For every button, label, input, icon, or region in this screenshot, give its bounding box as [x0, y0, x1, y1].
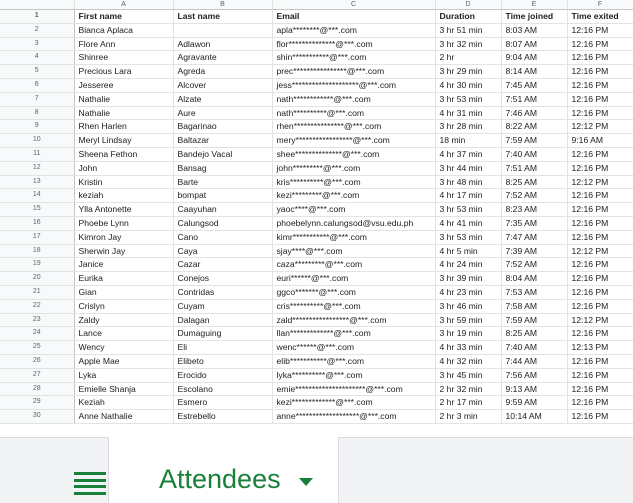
select-all-corner[interactable]	[0, 0, 74, 10]
table-cell[interactable]: john*********@***.com	[272, 161, 435, 175]
table-cell[interactable]: Bianca Aplaca	[74, 23, 173, 37]
table-cell[interactable]: 7:39 AM	[501, 244, 567, 258]
table-cell[interactable]: Bandejo Vacal	[173, 147, 272, 161]
row-number[interactable]: 21	[0, 285, 74, 299]
table-cell[interactable]: John	[74, 161, 173, 175]
column-header[interactable]: C	[272, 0, 435, 10]
column-header[interactable]: E	[501, 0, 567, 10]
column-header[interactable]: F	[567, 0, 633, 10]
table-cell[interactable]: Kristin	[74, 175, 173, 189]
row-number[interactable]: 23	[0, 313, 74, 327]
table-cell[interactable]: anne*******************@***.com	[272, 410, 435, 424]
table-cell[interactable]: Barte	[173, 175, 272, 189]
table-cell[interactable]: 7:35 AM	[501, 216, 567, 230]
row-number[interactable]: 25	[0, 341, 74, 355]
row-number[interactable]: 13	[0, 175, 74, 189]
row-number[interactable]: 24	[0, 327, 74, 341]
table-row	[0, 51, 633, 65]
row-number[interactable]: 9	[0, 120, 74, 134]
row-number[interactable]: 5	[0, 65, 74, 79]
table-cell[interactable]: 2 hr 17 min	[435, 396, 501, 410]
table-cell[interactable]: 2 hr 32 min	[435, 382, 501, 396]
table-row	[0, 216, 633, 230]
table-cell[interactable]: 4 hr 5 min	[435, 244, 501, 258]
table-cell[interactable]: 12:16 PM	[567, 65, 633, 79]
table-cell[interactable]: lyka**********@***.com	[272, 368, 435, 382]
table-cell[interactable]: 12:16 PM	[567, 161, 633, 175]
table-cell[interactable]: 7:45 AM	[501, 78, 567, 92]
table-cell[interactable]: 8:14 AM	[501, 65, 567, 79]
table-cell[interactable]: 4 hr 17 min	[435, 189, 501, 203]
table-cell[interactable]: 12:16 PM	[567, 258, 633, 272]
table-row	[0, 37, 633, 51]
table-cell[interactable]: 12:16 PM	[567, 410, 633, 424]
table-row	[0, 134, 633, 148]
row-number[interactable]: 1	[0, 10, 74, 24]
table-cell[interactable]: Rhen Harlen	[74, 120, 173, 134]
table-cell[interactable]: Estrebello	[173, 410, 272, 424]
table-cell[interactable]: shee**************@***.com	[272, 147, 435, 161]
table-cell[interactable]: 12:16 PM	[567, 396, 633, 410]
table-cell[interactable]: 8:04 AM	[501, 272, 567, 286]
table-header-row	[0, 10, 633, 24]
table-cell[interactable]: 3 hr 45 min	[435, 368, 501, 382]
table-cell[interactable]: 12:16 PM	[567, 272, 633, 286]
table-cell[interactable]: Crislyn	[74, 299, 173, 313]
table-cell[interactable]: 2 hr	[435, 51, 501, 65]
table-cell[interactable]: kris**********@***.com	[272, 175, 435, 189]
row-number[interactable]: 19	[0, 258, 74, 272]
row-number[interactable]: 11	[0, 147, 74, 161]
row-number[interactable]: 18	[0, 244, 74, 258]
row-number[interactable]: 16	[0, 216, 74, 230]
table-row	[0, 410, 633, 424]
table-cell[interactable]: llan*************@***.com	[272, 327, 435, 341]
table-cell[interactable]: 12:16 PM	[567, 147, 633, 161]
header-cell[interactable]: First name	[74, 10, 173, 24]
table-row	[0, 396, 633, 410]
table-cell[interactable]: 12:16 PM	[567, 92, 633, 106]
table-cell[interactable]: elib***********@***.com	[272, 354, 435, 368]
table-cell[interactable]: 3 hr 53 min	[435, 230, 501, 244]
table-cell[interactable]: Caya	[173, 244, 272, 258]
table-row	[0, 341, 633, 355]
table-row	[0, 382, 633, 396]
sheet-tab-bar	[0, 437, 633, 503]
column-header[interactable]: D	[435, 0, 501, 10]
table-cell[interactable]: 4 hr 37 min	[435, 147, 501, 161]
table-cell[interactable]: Cuyam	[173, 299, 272, 313]
table-row	[0, 244, 633, 258]
table-cell[interactable]: apla********@***.com	[272, 23, 435, 37]
table-cell[interactable]: 12:16 PM	[567, 23, 633, 37]
table-cell[interactable]: Meryl Lindsay	[74, 134, 173, 148]
table-row	[0, 354, 633, 368]
table-cell[interactable]: 7:51 AM	[501, 161, 567, 175]
table-cell[interactable]: Aure	[173, 106, 272, 120]
row-number[interactable]: 14	[0, 189, 74, 203]
table-cell[interactable]: rhen***************@***.com	[272, 120, 435, 134]
table-row	[0, 272, 633, 286]
column-header[interactable]: A	[74, 0, 173, 10]
table-cell[interactable]: 4 hr 33 min	[435, 341, 501, 355]
table-cell[interactable]: 7:40 AM	[501, 341, 567, 355]
table-cell[interactable]: Emielle Shanja	[74, 382, 173, 396]
table-cell[interactable]: Alcover	[173, 78, 272, 92]
table-cell[interactable]: 3 hr 28 min	[435, 120, 501, 134]
table-cell[interactable]: mery*****************@***.com	[272, 134, 435, 148]
table-cell[interactable]: sjay****@***.com	[272, 244, 435, 258]
table-cell[interactable]: flor**************@***.com	[272, 37, 435, 51]
row-number[interactable]: 17	[0, 230, 74, 244]
table-cell[interactable]: 12:12 PM	[567, 120, 633, 134]
table-cell[interactable]: 7:53 AM	[501, 285, 567, 299]
table-cell[interactable]: Cano	[173, 230, 272, 244]
table-cell[interactable]: 12:16 PM	[567, 106, 633, 120]
table-row	[0, 368, 633, 382]
sheet-tab-attendees[interactable]	[108, 437, 339, 503]
row-number[interactable]: 10	[0, 134, 74, 148]
table-cell[interactable]: 8:07 AM	[501, 37, 567, 51]
table-cell[interactable]: 3 hr 39 min	[435, 272, 501, 286]
table-cell[interactable]: ggco*******@***.com	[272, 285, 435, 299]
table-cell[interactable]: Calungsod	[173, 216, 272, 230]
table-cell[interactable]: 3 hr 44 min	[435, 161, 501, 175]
row-number[interactable]: 29	[0, 396, 74, 410]
table-cell[interactable]: Adlawon	[173, 37, 272, 51]
table-cell[interactable]: 10:14 AM	[501, 410, 567, 424]
table-cell[interactable]: 8:03 AM	[501, 23, 567, 37]
table-cell[interactable]: 7:59 AM	[501, 313, 567, 327]
table-cell[interactable]: Zaldy	[74, 313, 173, 327]
header-cell[interactable]: Duration	[435, 10, 501, 24]
table-cell[interactable]: zald*****************@***.com	[272, 313, 435, 327]
table-cell[interactable]: 9:59 AM	[501, 396, 567, 410]
table-cell[interactable]: Baltazar	[173, 134, 272, 148]
table-cell[interactable]: 12:16 PM	[567, 285, 633, 299]
table-cell[interactable]: Nathalie	[74, 92, 173, 106]
table-cell[interactable]: Dalagan	[173, 313, 272, 327]
column-header[interactable]: B	[173, 0, 272, 10]
header-cell[interactable]: Time exited	[567, 10, 633, 24]
table-cell[interactable]: 9:13 AM	[501, 382, 567, 396]
table-cell[interactable]: Bagarinao	[173, 120, 272, 134]
table-cell[interactable]: Conejos	[173, 272, 272, 286]
table-cell[interactable]: Elibeto	[173, 354, 272, 368]
table-cell[interactable]: nath**********@***.com	[272, 106, 435, 120]
table-cell[interactable]	[173, 23, 272, 37]
table-row	[0, 120, 633, 134]
header-cell[interactable]: Email	[272, 10, 435, 24]
table-cell[interactable]: 7:46 AM	[501, 106, 567, 120]
table-cell[interactable]: 3 hr 59 min	[435, 313, 501, 327]
table-cell[interactable]: 7:58 AM	[501, 299, 567, 313]
table-cell[interactable]: Agravante	[173, 51, 272, 65]
table-cell[interactable]: 7:47 AM	[501, 230, 567, 244]
table-cell[interactable]: 7:56 AM	[501, 368, 567, 382]
table-cell[interactable]: Esmero	[173, 396, 272, 410]
caret-down-icon[interactable]	[299, 478, 313, 486]
table-cell[interactable]: 4 hr 32 min	[435, 354, 501, 368]
table-cell[interactable]: kezi*************@***.com	[272, 396, 435, 410]
row-number[interactable]: 12	[0, 161, 74, 175]
row-number[interactable]: 3	[0, 37, 74, 51]
column-header-row	[0, 0, 633, 10]
table-cell[interactable]: yaoc****@***.com	[272, 203, 435, 217]
table-cell[interactable]: 9:04 AM	[501, 51, 567, 65]
table-cell[interactable]: 3 hr 48 min	[435, 175, 501, 189]
table-row	[0, 230, 633, 244]
table-cell[interactable]: shin***********@***.com	[272, 51, 435, 65]
table-cell[interactable]: 4 hr 30 min	[435, 78, 501, 92]
table-cell[interactable]: Lance	[74, 327, 173, 341]
row-number[interactable]: 22	[0, 299, 74, 313]
table-cell[interactable]: 12:12 PM	[567, 175, 633, 189]
table-row	[0, 258, 633, 272]
table-row	[0, 313, 633, 327]
table-cell[interactable]: Caayuhan	[173, 203, 272, 217]
table-cell[interactable]: Sherwin Jay	[74, 244, 173, 258]
table-cell[interactable]: Keziah	[74, 396, 173, 410]
table-row	[0, 161, 633, 175]
table-cell[interactable]: 12:16 PM	[567, 230, 633, 244]
row-number[interactable]: 6	[0, 78, 74, 92]
row-number[interactable]: 26	[0, 354, 74, 368]
table-cell[interactable]: phoebelynn.calungsod@vsu.edu.ph	[272, 216, 435, 230]
table-cell[interactable]: Kimron Jay	[74, 230, 173, 244]
table-cell[interactable]: 3 hr 53 min	[435, 203, 501, 217]
table-cell[interactable]: 7:40 AM	[501, 147, 567, 161]
table-cell[interactable]: emie*********************@***.com	[272, 382, 435, 396]
table-cell[interactable]: Gian	[74, 285, 173, 299]
table-cell[interactable]: Agreda	[173, 65, 272, 79]
table-cell[interactable]: wenc******@***.com	[272, 341, 435, 355]
table-row	[0, 203, 633, 217]
table-cell[interactable]: 4 hr 31 min	[435, 106, 501, 120]
table-cell[interactable]: 12:16 PM	[567, 216, 633, 230]
table-cell[interactable]: Alzate	[173, 92, 272, 106]
table-row	[0, 327, 633, 341]
table-row	[0, 189, 633, 203]
table-cell[interactable]: 3 hr 19 min	[435, 327, 501, 341]
table-cell[interactable]: 12:16 PM	[567, 354, 633, 368]
table-cell[interactable]: 12:16 PM	[567, 203, 633, 217]
table-cell[interactable]: 12:12 PM	[567, 313, 633, 327]
table-cell[interactable]: Nathalie	[74, 106, 173, 120]
table-cell[interactable]: Apple Mae	[74, 354, 173, 368]
table-cell[interactable]: 12:16 PM	[567, 78, 633, 92]
table-row	[0, 78, 633, 92]
table-cell[interactable]: Contridas	[173, 285, 272, 299]
table-cell[interactable]: 9:16 AM	[567, 134, 633, 148]
table-cell[interactable]: 7:51 AM	[501, 92, 567, 106]
sheet-tab-label: Attendees	[159, 464, 281, 494]
table-cell[interactable]: 7:52 AM	[501, 258, 567, 272]
table-cell[interactable]: 12:16 PM	[567, 37, 633, 51]
table-cell[interactable]: cris**********@***.com	[272, 299, 435, 313]
header-cell[interactable]: Time joined	[501, 10, 567, 24]
table-cell[interactable]: 8:22 AM	[501, 120, 567, 134]
header-cell[interactable]: Last name	[173, 10, 272, 24]
table-cell[interactable]: kimr***********@***.com	[272, 230, 435, 244]
table-cell[interactable]: 12:16 PM	[567, 51, 633, 65]
table-cell[interactable]: 4 hr 23 min	[435, 285, 501, 299]
row-number[interactable]: 7	[0, 92, 74, 106]
table-cell[interactable]: 12:13 PM	[567, 341, 633, 355]
table-row	[0, 92, 633, 106]
table-cell[interactable]: 12:16 PM	[567, 299, 633, 313]
table-row	[0, 299, 633, 313]
table-cell[interactable]: Anne Nathalie	[74, 410, 173, 424]
row-number[interactable]: 8	[0, 106, 74, 120]
table-cell[interactable]: 12:16 PM	[567, 368, 633, 382]
table-row	[0, 106, 633, 120]
table-cell[interactable]: Bansag	[173, 161, 272, 175]
table-cell[interactable]: 4 hr 24 min	[435, 258, 501, 272]
table-cell[interactable]: 7:44 AM	[501, 354, 567, 368]
table-cell[interactable]: keziah	[74, 189, 173, 203]
table-cell[interactable]: Phoebe Lynn	[74, 216, 173, 230]
row-number[interactable]: 15	[0, 203, 74, 217]
table-cell[interactable]: nath************@***.com	[272, 92, 435, 106]
table-row	[0, 175, 633, 189]
table-cell[interactable]: 18 min	[435, 134, 501, 148]
table-cell[interactable]: 8:25 AM	[501, 175, 567, 189]
row-number[interactable]: 20	[0, 272, 74, 286]
row-number[interactable]: 27	[0, 368, 74, 382]
table-cell[interactable]: Eli	[173, 341, 272, 355]
table-row	[0, 65, 633, 79]
table-cell[interactable]: Cazar	[173, 258, 272, 272]
table-cell[interactable]: 3 hr 29 min	[435, 65, 501, 79]
table-cell[interactable]: Eurika	[74, 272, 173, 286]
table-cell[interactable]: 3 hr 46 min	[435, 299, 501, 313]
table-cell[interactable]: kezi*********@***.com	[272, 189, 435, 203]
table-cell[interactable]: 12:16 PM	[567, 189, 633, 203]
table-cell[interactable]: 12:16 PM	[567, 327, 633, 341]
row-number[interactable]: 28	[0, 382, 74, 396]
table-cell[interactable]: Escolano	[173, 382, 272, 396]
table-cell[interactable]: Ylla Antonette	[74, 203, 173, 217]
table-cell[interactable]: 12:16 PM	[567, 382, 633, 396]
table-cell[interactable]: caza*********@***.com	[272, 258, 435, 272]
table-cell[interactable]: Lyka	[74, 368, 173, 382]
table-cell[interactable]: Shinree	[74, 51, 173, 65]
table-cell[interactable]: 7:52 AM	[501, 189, 567, 203]
table-cell[interactable]: Wency	[74, 341, 173, 355]
row-number[interactable]: 30	[0, 410, 74, 424]
table-cell[interactable]: 8:25 AM	[501, 327, 567, 341]
table-cell[interactable]: euri******@***.com	[272, 272, 435, 286]
row-number[interactable]: 4	[0, 51, 74, 65]
table-cell[interactable]: Flore Ann	[74, 37, 173, 51]
table-cell[interactable]: Erocido	[173, 368, 272, 382]
table-cell[interactable]: Precious Lara	[74, 65, 173, 79]
all-sheets-menu-icon[interactable]	[74, 472, 106, 498]
table-cell[interactable]: 7:59 AM	[501, 134, 567, 148]
table-cell[interactable]: 3 hr 53 min	[435, 92, 501, 106]
table-cell[interactable]: jess********************@***.com	[272, 78, 435, 92]
table-cell[interactable]: prec****************@***.com	[272, 65, 435, 79]
table-cell[interactable]: 3 hr 51 min	[435, 23, 501, 37]
table-cell[interactable]: Sheena Fethon	[74, 147, 173, 161]
table-cell[interactable]: Dumaguing	[173, 327, 272, 341]
table-row	[0, 23, 633, 37]
table-row	[0, 147, 633, 161]
table-cell[interactable]: 8:23 AM	[501, 203, 567, 217]
row-number[interactable]: 2	[0, 23, 74, 37]
table-cell[interactable]: 2 hr 3 min	[435, 410, 501, 424]
table-cell[interactable]: 12:12 PM	[567, 244, 633, 258]
table-cell[interactable]: Janice	[74, 258, 173, 272]
table-cell[interactable]: bompat	[173, 189, 272, 203]
table-cell[interactable]: Jesseree	[74, 78, 173, 92]
table-row	[0, 285, 633, 299]
table-cell[interactable]: 3 hr 32 min	[435, 37, 501, 51]
table-cell[interactable]: 4 hr 41 min	[435, 216, 501, 230]
